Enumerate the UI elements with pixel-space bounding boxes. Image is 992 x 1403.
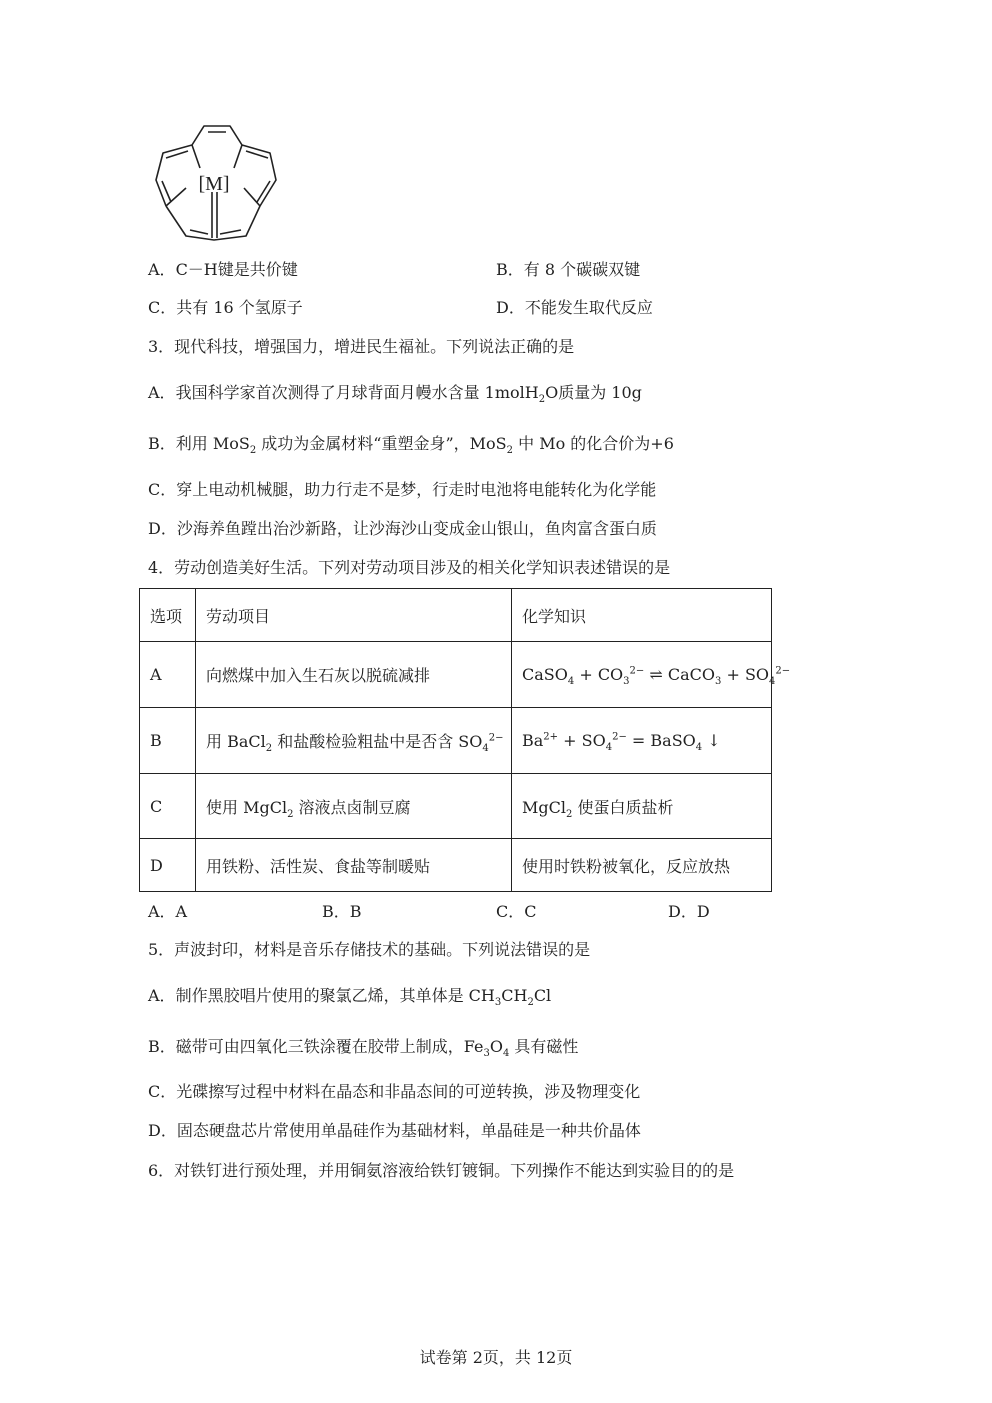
page-footer: 试卷第 2页，共 12页	[419, 1348, 573, 1367]
header-option: 选项	[140, 589, 196, 642]
molecule-structure-figure	[148, 118, 280, 246]
q4-answer-a[interactable]: A．A	[148, 902, 188, 921]
table-header-row	[140, 589, 772, 642]
q5-option-d[interactable]: D．固态硬盘芯片常使用单晶硅作为基础材料，单晶硅是一种共价晶体	[148, 1121, 641, 1140]
q4-table	[139, 588, 791, 892]
q3-option-b[interactable]: B．利用 MoS$_2$ 成功为金属材料“重塑金身”，MoS$_2$ 中 Mo 的化合价为+6	[148, 434, 674, 457]
row-project: 用 BaCl$_2$ 和盐酸检验粗盐中是否含 $SO_4^{2-}$	[196, 708, 512, 774]
row-option: B	[140, 708, 196, 774]
table-row	[140, 708, 772, 774]
header-project: 劳动项目	[196, 589, 512, 642]
q5-stem: 5．声波封印，材料是音乐存储技术的基础。下列说法错误的是	[148, 940, 591, 959]
q2-option-b[interactable]: B．有 8 个碳碳双键	[496, 260, 641, 279]
row-knowledge: MgCl$_2$ 使蛋白质盐析	[512, 774, 772, 839]
q2-option-d[interactable]: D．不能发生取代反应	[496, 298, 653, 317]
table-row	[140, 839, 772, 892]
q5-option-b[interactable]: B．磁带可由四氧化三铁涂覆在胶带上制成，$Fe_3O_4$ 具有磁性	[148, 1037, 579, 1060]
row-knowledge: CaSO$_4$ + $CO_3^{2-}$ ⇌ CaCO$_3$ + $SO_4^{2-}$	[512, 642, 772, 708]
row-option: D	[140, 839, 196, 892]
header-knowledge: 化学知识	[512, 589, 772, 642]
q2-option-a[interactable]: A．C－H键是共价键	[148, 260, 298, 279]
q3-option-c[interactable]: C．穿上电动机械腿，助力行走不是梦，行走时电池将电能转化为化学能	[148, 480, 657, 499]
q4-answer-b[interactable]: B．B	[322, 902, 362, 921]
metal-center-label: [M]	[198, 173, 230, 195]
fused-ring-structure-icon	[148, 118, 280, 246]
q2-option-c[interactable]: C．共有 16 个氢原子	[148, 298, 303, 317]
q4-stem: 4．劳动创造美好生活。下列对劳动项目涉及的相关化学知识表述错误的是	[148, 558, 671, 577]
table-row	[140, 642, 772, 708]
row-option: C	[140, 774, 196, 839]
row-option: A	[140, 642, 196, 708]
row-project: 向燃煤中加入生石灰以脱硫减排	[196, 642, 512, 708]
q6-stem: 6．对铁钉进行预处理，并用铜氨溶液给铁钉镀铜。下列操作不能达到实验目的的是	[148, 1161, 735, 1180]
row-project: 用铁粉、活性炭、食盐等制暖贴	[196, 839, 512, 892]
q4-answer-d[interactable]: D．D	[668, 902, 710, 921]
q5-option-a[interactable]: A．制作黑胶唱片使用的聚氯乙烯，其单体是 $CH_3CH_2Cl$	[148, 986, 552, 1009]
q3-option-a[interactable]: A．我国科学家首次测得了月球背面月幔水含量 1molH$_2$O质量为 10g	[148, 383, 642, 406]
q4-answer-c[interactable]: C．C	[496, 902, 537, 921]
row-knowledge: 使用时铁粉被氧化，反应放热	[512, 839, 772, 892]
row-knowledge: $Ba^{2+} + SO_4^{2-}$ = BaSO$_4$ ↓	[512, 708, 772, 774]
q3-stem: 3．现代科技，增强国力，增进民生福祉。下列说法正确的是	[148, 337, 575, 356]
row-project: 使用 MgCl$_2$ 溶液点卤制豆腐	[196, 774, 512, 839]
q3-option-d[interactable]: D．沙海养鱼蹚出治沙新路，让沙海沙山变成金山银山，鱼肉富含蛋白质	[148, 519, 657, 538]
q5-option-c[interactable]: C．光碟擦写过程中材料在晶态和非晶态间的可逆转换，涉及物理变化	[148, 1082, 641, 1101]
table-row	[140, 774, 772, 839]
